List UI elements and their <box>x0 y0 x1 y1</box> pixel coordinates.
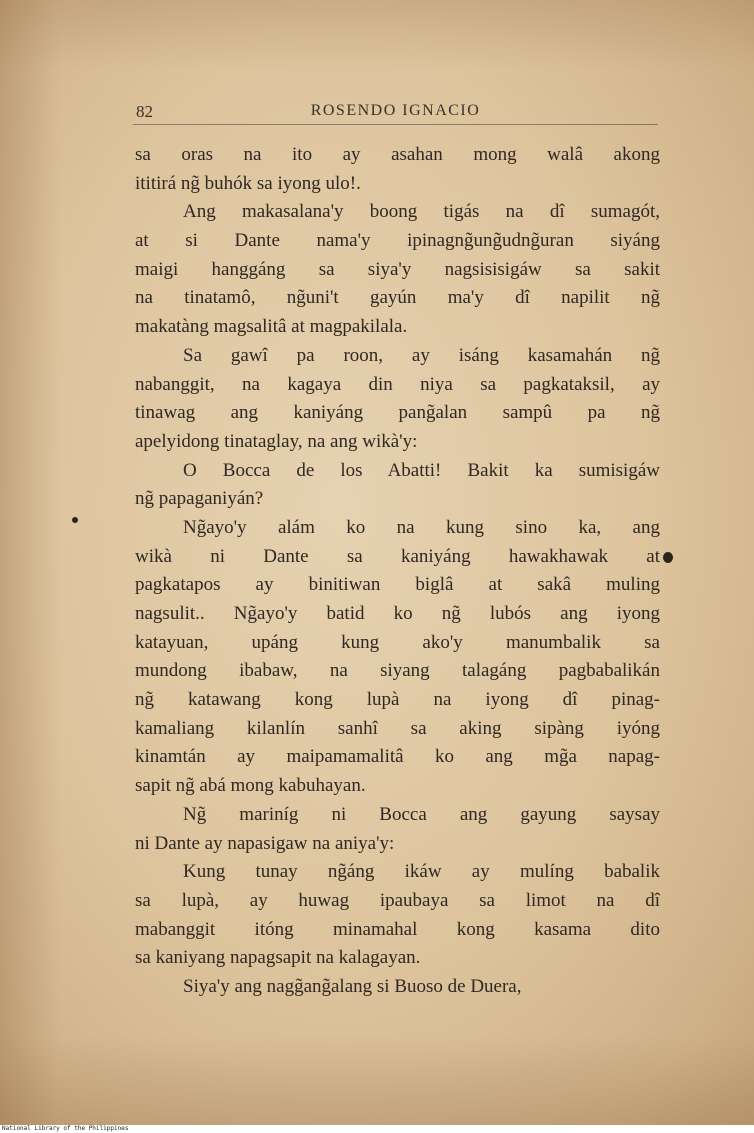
ink-spot <box>72 517 78 523</box>
text-line: mundong ibabaw, na siyang talagáng pagbabalikán <box>135 660 660 682</box>
text-line: O Bocca de los Abatti! Bakit ka sumisigáw <box>183 459 660 481</box>
page-shadow-top <box>0 0 754 70</box>
page-header <box>133 98 658 128</box>
body-text <box>135 141 660 1002</box>
text-line: sa kaniyang napagsapit na kalagayan. <box>135 947 421 969</box>
text-line: Ng̃ayo'y alám ko na kung sino ka, ang <box>183 516 660 538</box>
library-credit: National Library of the Philippines <box>2 1125 129 1132</box>
text-line: at si Dante nama'y ipinagng̃ung̃udng̃uran siyáng <box>135 230 660 252</box>
text-line: Sa gawî pa roon, ay isáng kasamahán ng̃ <box>183 344 660 366</box>
text-line: apelyidong tinataglay, na ang wikà'y: <box>135 430 418 452</box>
text-line: na tinatamô, ng̃uni't gayún ma'y dî napilit ng̃ <box>135 287 660 309</box>
page-shadow-bottom <box>0 1035 754 1125</box>
text-line: maigi hanggáng sa siya'y nagsisisigáw sa sakit <box>135 258 660 280</box>
header-rule <box>133 124 658 125</box>
text-line: ititirá ng̃ buhók sa iyong ulo!. <box>135 172 361 194</box>
text-line: ni Dante ay napasigaw na aniya'y: <box>135 832 395 854</box>
text-line: tinawag ang kaniyáng pang̃alan sampû pa ng̃ <box>135 402 660 424</box>
text-line: wikà ni Dante sa kaniyáng hawakhawak at <box>135 545 660 567</box>
page-shadow-left <box>0 0 60 1125</box>
text-line: sa lupà, ay huwag ipaubaya sa limot na dî <box>135 889 660 911</box>
text-line: kamaliang kilanlín sanhî sa aking sipàng iyóng <box>135 717 660 739</box>
text-line: sa oras na ito ay asahan mong walâ akong <box>135 144 660 165</box>
text-line: Siya'y ang nagg̃ang̃alang si Buoso de Duera, <box>183 975 522 997</box>
running-title: ROSENDO IGNACIO <box>310 102 481 119</box>
text-line: pagkatapos ay binitiwan biglâ at sakâ muling <box>135 574 660 596</box>
text-line: nagsulit.. Ng̃ayo'y batid ko ng̃ lubós ang iyong <box>135 603 660 624</box>
text-line: ng̃ katawang kong lupà na iyong dî pinag- <box>135 689 660 711</box>
page-number: 82 <box>136 102 153 121</box>
ink-spot <box>663 552 673 563</box>
text-line: Ng̃ mariníg ni Bocca ang gayung saysay <box>183 803 660 825</box>
text-line: Ang makasalana'y boong tigás na dî sumagót, <box>183 201 660 223</box>
text-line: ng̃ papaganiyán? <box>135 488 264 510</box>
text-line: makatàng magsalitâ at magpakilala. <box>135 316 408 338</box>
text-line: sapit ng̃ abá mong kabuhayan. <box>135 775 366 797</box>
text-line: Kung tunay ng̃áng ikáw ay mulíng babalik <box>183 861 660 883</box>
text-line: katayuan, upáng kung ako'y manumbalik sa <box>135 631 660 653</box>
text-line: mabanggit itóng minamahal kong kasama dito <box>135 918 660 940</box>
text-line: nabanggit, na kagaya din niya sa pagkataksil, ay <box>135 373 660 395</box>
text-line: kinamtán ay maipamamalitâ ko ang mg̃a napag- <box>135 746 660 768</box>
